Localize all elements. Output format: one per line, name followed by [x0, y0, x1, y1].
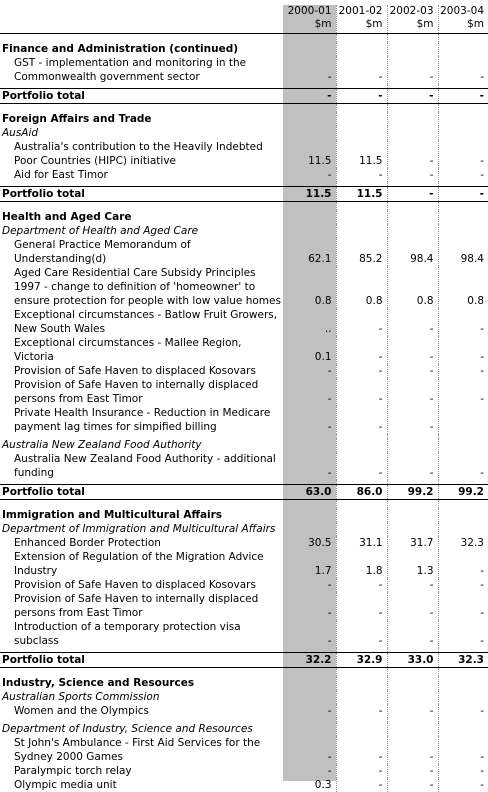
spacer-cell — [336, 34, 387, 43]
value-cell-2001-02: - — [336, 452, 387, 480]
value-cell-2001-02: - — [336, 736, 387, 764]
value-cell-2002-03: - — [387, 56, 438, 84]
value-cell-2001-02: 85.2 — [336, 238, 387, 266]
measure-label: Aid for East Timor — [14, 169, 108, 181]
value-cell-2000-01: - — [327, 705, 332, 717]
value-cell-2003-04: - — [438, 550, 488, 578]
value-cell-2000-01 — [283, 126, 336, 140]
value-cell-2001-02: - — [336, 704, 387, 718]
table-row — [0, 452, 488, 480]
measure-label: Aged Care Residential Care Subsidy Principles 1997 - change to definition of 'homeowner' to ensure protection for people with low value homes — [14, 267, 281, 307]
spacer-cell — [387, 104, 438, 113]
value-cell-2002-03: - — [387, 378, 438, 406]
value-cell-2001-02: 31.1 — [336, 536, 387, 550]
spacer-cell — [438, 668, 488, 677]
portfolio-total-row — [0, 653, 488, 668]
value-cell-2002-03: - — [387, 778, 438, 792]
value-cell-2001-02 — [336, 676, 387, 690]
value-cell-2003-04 — [438, 676, 488, 690]
section-heading-row — [0, 112, 488, 126]
portfolio-total-label: Portfolio total — [0, 485, 283, 500]
value-cell-2000-01 — [283, 508, 336, 522]
table-row — [0, 168, 488, 182]
portfolio-total-row — [0, 89, 488, 104]
value-cell-2003-04: 32.3 — [438, 536, 488, 550]
value-cell-2000-01 — [283, 112, 336, 126]
row-spacer — [0, 34, 488, 43]
value-cell-2001-02: - — [336, 168, 387, 182]
value-cell-2003-04: - — [438, 56, 488, 84]
year-header-2001-02: 2001-02 $m — [336, 5, 387, 34]
value-cell-2002-03: - — [387, 89, 438, 104]
table-row — [0, 336, 488, 364]
value-cell-2000-01: - — [327, 751, 332, 763]
agency-heading-row — [0, 438, 488, 452]
agency-heading: Department of Industry, Science and Resources — [2, 723, 253, 735]
measure-label: Enhanced Border Protection — [14, 537, 161, 549]
agency-heading-row — [0, 224, 488, 238]
value-cell-2002-03: - — [387, 336, 438, 364]
spacer-cell — [438, 34, 488, 43]
spacer-cell — [336, 500, 387, 509]
value-cell-2001-02: 86.0 — [336, 485, 387, 500]
value-cell-2001-02 — [336, 438, 387, 452]
value-cell-2001-02: 0.8 — [336, 266, 387, 308]
section-heading: Immigration and Multicultural Affairs — [2, 509, 223, 521]
measure-label: Provision of Safe Haven to displaced Kosovars — [14, 365, 256, 377]
value-cell-2001-02: 11.5 — [336, 140, 387, 168]
table-row — [0, 308, 488, 336]
spacer-cell — [0, 202, 283, 211]
value-cell-2003-04 — [438, 508, 488, 522]
portfolio-total-label: Portfolio total — [0, 89, 283, 104]
agency-heading: Australia New Zealand Food Authority — [2, 439, 202, 451]
value-cell-2001-02: - — [336, 764, 387, 778]
table-row — [0, 56, 488, 84]
value-cell-2003-04: - — [438, 736, 488, 764]
value-cell-2001-02: - — [336, 378, 387, 406]
value-cell-2002-03 — [387, 676, 438, 690]
value-cell-2003-04: - — [438, 578, 488, 592]
value-cell-2000-01: - — [327, 635, 332, 647]
value-cell-2001-02: - — [336, 336, 387, 364]
portfolio-total-row — [0, 187, 488, 202]
value-cell-2000-01: - — [327, 169, 332, 181]
value-cell-2002-03: - — [387, 764, 438, 778]
value-cell-2003-04 — [438, 722, 488, 736]
table-row — [0, 764, 488, 778]
table-row — [0, 778, 488, 792]
section-heading-row — [0, 210, 488, 224]
row-spacer — [0, 202, 488, 211]
value-cell-2001-02: - — [336, 89, 387, 104]
value-cell-2003-04: 99.2 — [438, 485, 488, 500]
spacer-cell — [387, 668, 438, 677]
value-cell-2000-01: 0.1 — [314, 351, 332, 363]
value-cell-2000-01: - — [327, 467, 332, 479]
value-cell-2003-04 — [438, 42, 488, 56]
value-cell-2002-03 — [387, 126, 438, 140]
value-cell-2000-01: - — [327, 421, 332, 433]
value-cell-2001-02: - — [336, 56, 387, 84]
value-cell-2001-02 — [336, 508, 387, 522]
value-cell-2000-01 — [283, 676, 336, 690]
value-cell-2000-01 — [283, 224, 336, 238]
appropriations-table — [0, 5, 488, 792]
value-cell-2003-04 — [438, 210, 488, 224]
value-cell-2000-01: - — [327, 71, 332, 83]
measure-label: Provision of Safe Haven to displaced Kosovars — [14, 579, 256, 591]
value-cell-2002-03: - — [387, 620, 438, 648]
value-cell-2000-01: 11.5 — [283, 187, 336, 202]
value-cell-2002-03: - — [387, 578, 438, 592]
spacer-cell — [283, 202, 336, 211]
spacer-cell — [387, 34, 438, 43]
table-row — [0, 406, 488, 434]
value-cell-2003-04: - — [438, 378, 488, 406]
table-row — [0, 578, 488, 592]
year-header-2002-03: 2002-03 $m — [387, 5, 438, 34]
value-cell-2002-03: - — [387, 168, 438, 182]
spacer-cell — [0, 500, 283, 509]
value-cell-2000-01 — [283, 522, 336, 536]
table-row — [0, 736, 488, 764]
measure-label: GST - implementation and monitoring in the Commonwealth government sector — [14, 57, 247, 83]
spacer-cell — [0, 104, 283, 113]
section-heading-row — [0, 676, 488, 690]
value-cell-2002-03: - — [387, 364, 438, 378]
value-cell-2002-03: 98.4 — [387, 238, 438, 266]
row-spacer — [0, 668, 488, 677]
value-cell-2003-04 — [438, 224, 488, 238]
table-header-row — [0, 5, 488, 34]
value-cell-2001-02 — [336, 42, 387, 56]
measure-label: Australia New Zealand Food Authority - additional funding — [14, 453, 276, 479]
measure-label: Exceptional circumstances - Batlow Fruit Growers, New South Wales — [14, 309, 278, 335]
agency-heading-row — [0, 126, 488, 140]
value-cell-2000-01 — [283, 690, 336, 704]
value-cell-2000-01 — [283, 210, 336, 224]
value-cell-2002-03: 0.8 — [387, 266, 438, 308]
section-heading-row — [0, 42, 488, 56]
value-cell-2002-03: 31.7 — [387, 536, 438, 550]
spacer-cell — [283, 34, 336, 43]
table-row — [0, 620, 488, 648]
value-cell-2003-04: - — [438, 452, 488, 480]
value-cell-2003-04: - — [438, 620, 488, 648]
value-cell-2003-04: 32.3 — [438, 653, 488, 668]
value-cell-2003-04 — [438, 126, 488, 140]
measure-label: General Practice Memorandum of Understanding(d) — [14, 239, 191, 265]
row-spacer — [0, 104, 488, 113]
agency-heading: Department of Immigration and Multicultural Affairs — [2, 523, 276, 535]
value-cell-2003-04 — [438, 522, 488, 536]
value-cell-2000-01: 0.3 — [314, 779, 332, 791]
value-cell-2002-03 — [387, 522, 438, 536]
spacer-cell — [283, 500, 336, 509]
agency-heading: Department of Health and Aged Care — [2, 225, 199, 237]
row-spacer — [0, 500, 488, 509]
value-cell-2000-01: - — [283, 89, 336, 104]
table-row — [0, 378, 488, 406]
value-cell-2003-04: - — [438, 364, 488, 378]
value-cell-2002-03 — [387, 42, 438, 56]
value-cell-2000-01 — [283, 722, 336, 736]
value-cell-2001-02 — [336, 690, 387, 704]
value-cell-2001-02 — [336, 522, 387, 536]
value-cell-2001-02: 1.8 — [336, 550, 387, 578]
spacer-cell — [336, 104, 387, 113]
section-heading: Health and Aged Care — [2, 211, 132, 223]
value-cell-2002-03: - — [387, 187, 438, 202]
header-blank-cell — [0, 5, 283, 34]
measure-label: Extension of Regulation of the Migration Advice Industry — [14, 551, 264, 577]
value-cell-2002-03: 1.3 — [387, 550, 438, 578]
value-cell-2003-04 — [438, 690, 488, 704]
table-row — [0, 536, 488, 550]
value-cell-2001-02: - — [336, 364, 387, 378]
portfolio-total-row — [0, 485, 488, 500]
section-heading-row — [0, 508, 488, 522]
value-cell-2003-04: 0.8 — [438, 266, 488, 308]
value-cell-2000-01: 63.0 — [283, 485, 336, 500]
spacer-cell — [438, 202, 488, 211]
value-cell-2000-01: 32.2 — [283, 653, 336, 668]
measure-label: Introduction of a temporary protection visa subclass — [14, 621, 241, 647]
value-cell-2001-02: - — [336, 620, 387, 648]
value-cell-2000-01: - — [327, 579, 332, 591]
value-cell-2002-03 — [387, 438, 438, 452]
measure-label: Exceptional circumstances - Mallee Region, Victoria — [14, 337, 242, 363]
value-cell-2002-03: - — [387, 406, 438, 434]
value-cell-2000-01: 0.8 — [314, 295, 332, 307]
value-cell-2003-04: - — [438, 778, 488, 792]
value-cell-2000-01: - — [327, 365, 332, 377]
value-cell-2002-03: - — [387, 736, 438, 764]
agency-heading: AusAid — [2, 127, 39, 139]
value-cell-2003-04 — [438, 438, 488, 452]
value-cell-2000-01 — [283, 438, 336, 452]
table-row — [0, 140, 488, 168]
value-cell-2001-02 — [336, 224, 387, 238]
table-row — [0, 364, 488, 378]
table-row — [0, 592, 488, 620]
value-cell-2001-02: - — [336, 406, 387, 434]
agency-heading-row — [0, 522, 488, 536]
spacer-cell — [336, 668, 387, 677]
agency-heading: Australian Sports Commission — [2, 691, 160, 703]
measure-label: Paralympic torch relay — [14, 765, 132, 777]
spacer-cell — [0, 34, 283, 43]
value-cell-2000-01: 62.1 — [308, 253, 332, 265]
measure-label: Provision of Safe Haven to internally displaced persons from East Timor — [14, 379, 259, 405]
value-cell-2002-03: - — [387, 704, 438, 718]
spacer-cell — [336, 202, 387, 211]
section-heading: Foreign Affairs and Trade — [2, 113, 152, 125]
value-cell-2003-04: - — [438, 336, 488, 364]
measure-label: St John's Ambulance - First Aid Services for the Sydney 2000 Games — [14, 737, 261, 763]
value-cell-2003-04: - — [438, 704, 488, 718]
value-cell-2001-02 — [336, 112, 387, 126]
table-row — [0, 238, 488, 266]
value-cell-2002-03 — [387, 722, 438, 736]
measure-label: Olympic media unit — [14, 779, 117, 791]
table-row — [0, 550, 488, 578]
spacer-cell — [283, 104, 336, 113]
measure-label: Women and the Olympics — [14, 705, 149, 717]
value-cell-2003-04: - — [438, 592, 488, 620]
measure-label: Australia's contribution to the Heavily Indebted Poor Countries (HIPC) initiative — [14, 141, 263, 167]
value-cell-2002-03: 99.2 — [387, 485, 438, 500]
agency-heading-row — [0, 722, 488, 736]
value-cell-2001-02 — [336, 126, 387, 140]
section-heading: Finance and Administration (continued) — [2, 43, 239, 55]
value-cell-2001-02: - — [336, 578, 387, 592]
value-cell-2000-01: .. — [324, 323, 332, 335]
value-cell-2000-01: 1.7 — [314, 565, 332, 577]
value-cell-2000-01: - — [327, 607, 332, 619]
spacer-cell — [387, 500, 438, 509]
value-cell-2001-02: 32.9 — [336, 653, 387, 668]
year-header-2000-01: 2000-01 $m — [283, 5, 336, 34]
value-cell-2002-03 — [387, 508, 438, 522]
value-cell-2000-01: 30.5 — [308, 537, 332, 549]
portfolio-total-label: Portfolio total — [0, 187, 283, 202]
value-cell-2003-04: 98.4 — [438, 238, 488, 266]
portfolio-total-label: Portfolio total — [0, 653, 283, 668]
value-cell-2002-03: 33.0 — [387, 653, 438, 668]
value-cell-2001-02: - — [336, 778, 387, 792]
value-cell-2000-01 — [283, 42, 336, 56]
spacer-cell — [283, 668, 336, 677]
table-row — [0, 704, 488, 718]
value-cell-2002-03 — [387, 112, 438, 126]
value-cell-2000-01: - — [327, 765, 332, 777]
table-row — [0, 266, 488, 308]
value-cell-2002-03: - — [387, 140, 438, 168]
value-cell-2001-02 — [336, 210, 387, 224]
value-cell-2002-03 — [387, 210, 438, 224]
value-cell-2002-03 — [387, 224, 438, 238]
value-cell-2001-02: 11.5 — [336, 187, 387, 202]
spacer-cell — [0, 668, 283, 677]
value-cell-2002-03: - — [387, 308, 438, 336]
agency-heading-row — [0, 690, 488, 704]
value-cell-2001-02: - — [336, 308, 387, 336]
value-cell-2003-04: - — [438, 168, 488, 182]
value-cell-2002-03: - — [387, 592, 438, 620]
spacer-cell — [387, 202, 438, 211]
value-cell-2003-04: - — [438, 187, 488, 202]
value-cell-2003-04 — [438, 406, 488, 434]
value-cell-2003-04: - — [438, 140, 488, 168]
value-cell-2003-04: - — [438, 764, 488, 778]
value-cell-2003-04 — [438, 112, 488, 126]
value-cell-2002-03: - — [387, 452, 438, 480]
value-cell-2003-04: - — [438, 89, 488, 104]
spacer-cell — [438, 104, 488, 113]
value-cell-2000-01: 11.5 — [308, 155, 332, 167]
value-cell-2002-03 — [387, 690, 438, 704]
measure-label: Provision of Safe Haven to internally displaced persons from East Timor — [14, 593, 259, 619]
value-cell-2001-02 — [336, 722, 387, 736]
year-header-2003-04: 2003-04 $m — [438, 5, 488, 34]
value-cell-2003-04: - — [438, 308, 488, 336]
value-cell-2001-02: - — [336, 592, 387, 620]
section-heading: Industry, Science and Resources — [2, 677, 195, 689]
value-cell-2000-01: - — [327, 393, 332, 405]
spacer-cell — [438, 500, 488, 509]
measure-label: Private Health Insurance - Reduction in Medicare payment lag times for simpified billing — [14, 407, 271, 433]
